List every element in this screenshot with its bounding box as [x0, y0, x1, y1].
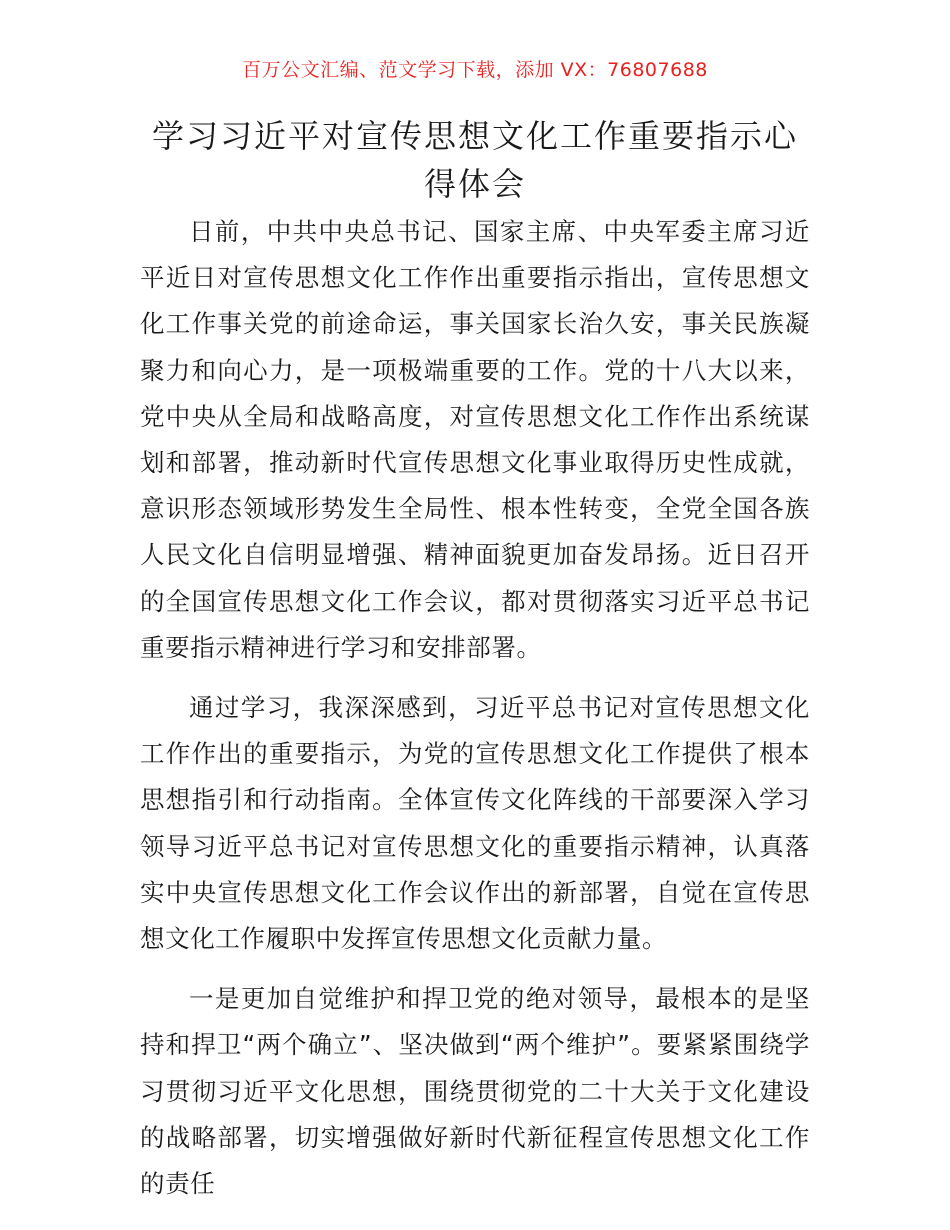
document-title: 学习习近平对宣传思想文化工作重要指示心得体会 [151, 117, 798, 203]
document-body [140, 209, 810, 1221]
paragraph-1: 日前，中共中央总书记、国家主席、中央军委主席习近平近日对宣传思想文化工作作出重要指示指出，宣传思想文化工作事关党的前途命运，事关国家长治久安，事关民族凝聚力和向心力，是一项极端重要的工作。党的十八大以来，党中央从全局和战略高度，对宣传思想文化工作作出系统谋划和部署，推动新时代宣传思想文化事业取得历史性成就，意识形态领域形势发生全局性、根本性转变，全党全国各族人民文化自信明显增强、精神面貌更加奋发昂扬。近日召开的全国宣传思想文化工作会议，都对贯彻落实习近平总书记重要指示精神进行学习和安排部署。 [140, 217, 810, 662]
paragraph-2: 通过学习，我深深感到，习近平总书记对宣传思想文化工作作出的重要指示，为党的宣传思想文化工作提供了根本思想指引和行动指南。全体宣传文化阵线的干部要深入学习领导习近平总书记对宣传思想文化的重要指示精神，认真落实中央宣传思想文化工作会议作出的新部署，自觉在宣传思想文化工作履职中发挥宣传思想文化贡献力量。 [140, 693, 810, 954]
paragraph-3: 一是更加自觉维护和捍卫党的绝对领导，最根本的是坚持和捍卫“两个确立”、坚决做到“两个维护”。要紧紧围绕学习贯彻习近平文化思想，围绕贯彻党的二十大关于文化建设的战略部署，切实增强做好新时代新征程宣传思想文化工作的责任 [140, 984, 810, 1199]
header-banner: 百万公文汇编、范文学习下载，添加 VX：76807688 [242, 59, 708, 81]
